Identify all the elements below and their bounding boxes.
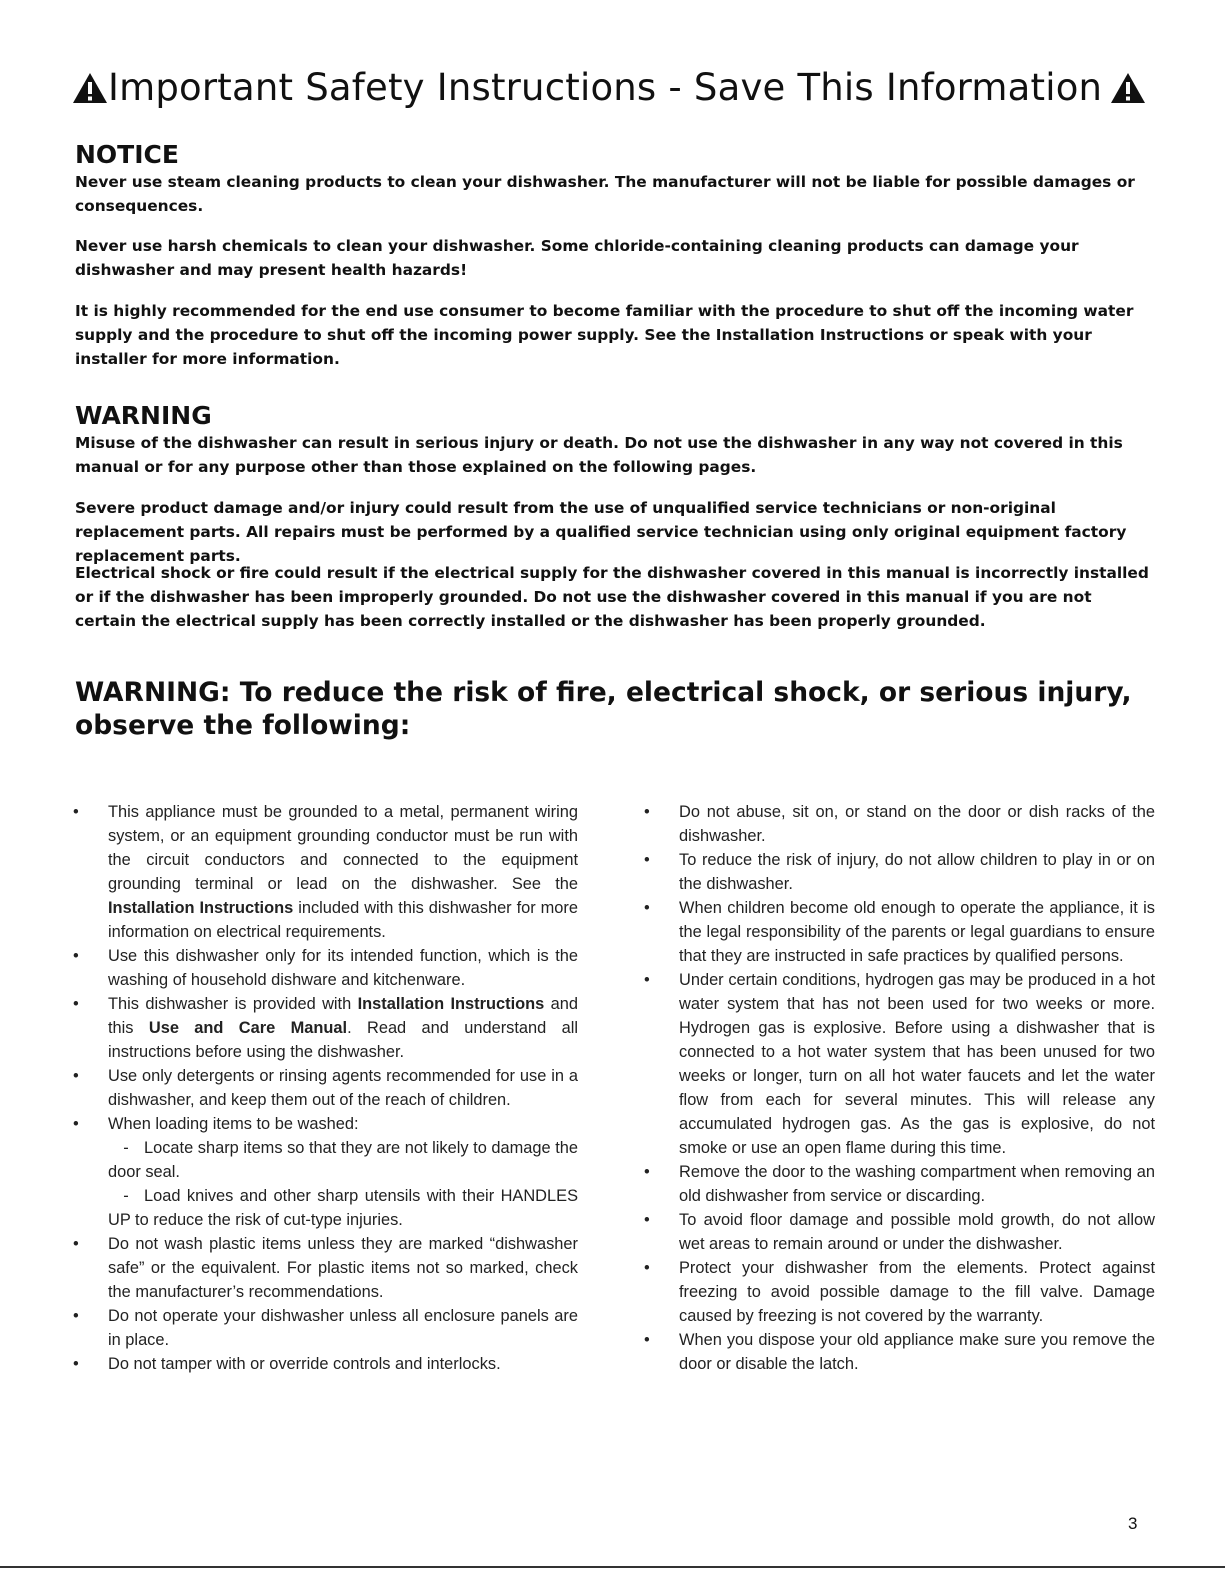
list-item: • Do not abuse, sit on, or stand on the door or dish racks of the dishwasher. bbox=[643, 800, 1155, 848]
list-item: • Protect your dishwasher from the elements. Protect against freezing to avoid possible damage to the fill valve. Damage caused by freezing is not covered by the warranty. bbox=[643, 1256, 1155, 1328]
warning-paragraph: Misuse of the dishwasher can result in serious injury or death. Do not use the dishwasher in any way not covered in this manual or for any purpose other than those explained on the following pages. bbox=[75, 434, 1123, 476]
list-item: • When loading items to be washed: - Locate sharp items so that they are not likely to damage the door seal. - Load knives and other sharp utensils with their HANDLES UP to reduce the risk of cut-type injuries. bbox=[72, 1112, 578, 1232]
list-item: • Use this dishwasher only for its intended function, which is the washing of household dishware and kitchenware. bbox=[72, 944, 578, 992]
bottom-rule bbox=[0, 1566, 1225, 1568]
list-item: • Do not tamper with or override controls and interlocks. bbox=[72, 1352, 578, 1376]
list-item: • To reduce the risk of injury, do not allow children to play in or on the dishwasher. bbox=[643, 848, 1155, 896]
notice-paragraph: It is highly recommended for the end use consumer to become familiar with the procedure to shut off the incoming water supply and the procedure to shut off the incoming power supply. See the Installation Instructions or speak with your installer for more information. bbox=[75, 302, 1134, 368]
page-title bbox=[72, 66, 1162, 109]
list-item: • When you dispose your old appliance make sure you remove the door or disable the latch. bbox=[643, 1328, 1155, 1376]
list-item: • This dishwasher is provided with Installation Instructions and this Use and Care Manual. Read and understand all instructions before using the dishwasher. bbox=[72, 992, 578, 1064]
page-title-text: Important Safety Instructions - Save This Information bbox=[108, 66, 1103, 109]
list-item: • Do not operate your dishwasher unless all enclosure panels are in place. bbox=[72, 1304, 578, 1352]
warning-triangle-icon bbox=[1110, 71, 1146, 105]
list-item: • To avoid floor damage and possible mold growth, do not allow wet areas to remain around or under the dishwasher. bbox=[643, 1208, 1155, 1256]
right-safety-list bbox=[643, 800, 1155, 1376]
list-item: • When children become old enough to operate the appliance, it is the legal responsibility of the parents or legal guardians to ensure that they are instructed in safe practices by qualified persons. bbox=[643, 896, 1155, 968]
list-item: • This appliance must be grounded to a metal, permanent wiring system, or an equipment grounding conductor must be run with the circuit conductors and connected to the equipment grounding terminal or lead on the dishwasher. See the Installation Instructions included with this dishwasher for more information on electrical requirements. bbox=[72, 800, 578, 944]
warning-triangle-icon bbox=[72, 71, 108, 105]
risk-warning-heading: WARNING: To reduce the risk of fire, electrical shock, or serious injury, observe the following: bbox=[75, 677, 1132, 741]
sub-item: - Load knives and other sharp utensils with their HANDLES UP to reduce the risk of cut-type injuries. bbox=[108, 1187, 578, 1229]
list-item: • Remove the door to the washing compartment when removing an old dishwasher from service or discarding. bbox=[643, 1160, 1155, 1208]
warning-paragraph: Electrical shock or fire could result if the electrical supply for the dishwasher covered in this manual is incorrectly installed or if the dishwasher has been improperly grounded. Do not use the dishwasher covered in this manual if you are not certain the electrical supply has been correctly installed or the dishwasher has been properly grounded. bbox=[75, 564, 1149, 630]
notice-paragraph: Never use harsh chemicals to clean your dishwasher. Some chloride-containing cleaning products can damage your dishwasher and may present health hazards! bbox=[75, 237, 1079, 279]
list-item: • Use only detergents or rinsing agents recommended for use in a dishwasher, and keep them out of the reach of children. bbox=[72, 1064, 578, 1112]
sub-item: - Locate sharp items so that they are not likely to damage the door seal. bbox=[108, 1139, 578, 1181]
list-item: • Do not wash plastic items unless they are marked “dishwasher safe” or the equivalent. For plastic items not so marked, check the manufacturer’s recommendations. bbox=[72, 1232, 578, 1304]
warning-paragraph: Severe product damage and/or injury could result from the use of unqualified service technicians or non-original replacement parts. All repairs must be performed by a qualified service technician using only original equipment factory replacement parts. bbox=[75, 499, 1127, 565]
left-safety-list bbox=[72, 800, 578, 1376]
page-number: 3 bbox=[1128, 1514, 1138, 1533]
warning-heading: WARNING bbox=[75, 401, 212, 430]
list-item: • Under certain conditions, hydrogen gas may be produced in a hot water system that has not been used for two weeks or more. Hydrogen gas is explosive. Before using a dishwasher that is connected to a hot water system that has been unused for two weeks or longer, turn on all hot water faucets and let the water flow from each for several minutes. This will release any accumulated hydrogen gas. As the gas is explosive, do not smoke or use an open flame during this time. bbox=[643, 968, 1155, 1160]
notice-heading: NOTICE bbox=[75, 140, 179, 169]
notice-paragraph: Never use steam cleaning products to clean your dishwasher. The manufacturer will not be liable for possible damages or consequences. bbox=[75, 173, 1135, 215]
